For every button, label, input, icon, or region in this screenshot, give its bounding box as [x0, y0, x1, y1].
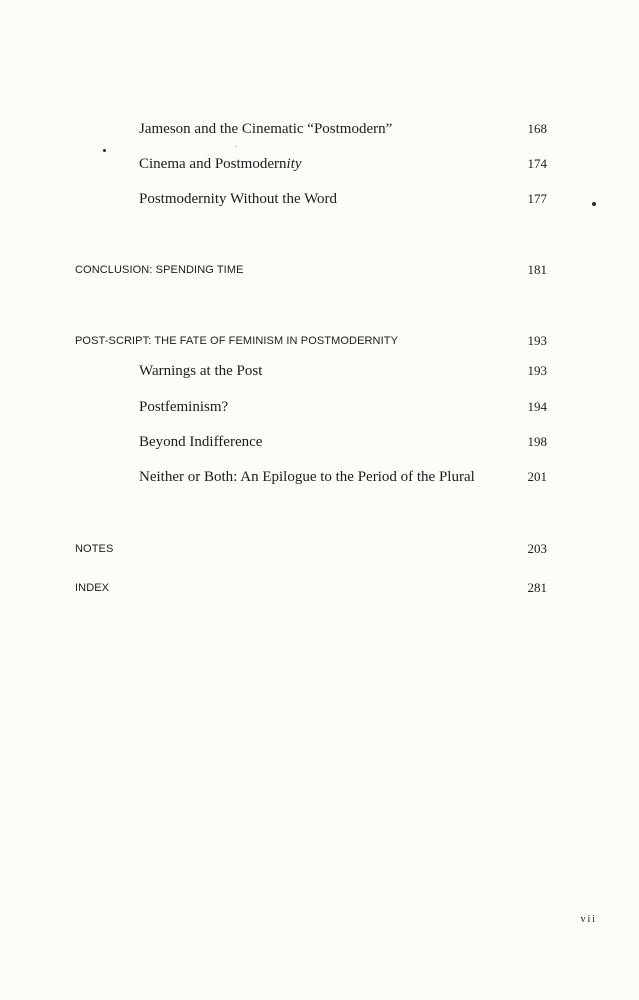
toc-entry-page: 281: [527, 580, 547, 595]
toc-entry-page: 193: [527, 333, 547, 348]
toc-entry: [0, 396, 639, 418]
toc-entry-page: 177: [527, 191, 547, 206]
toc-entry-page: 201: [527, 469, 547, 484]
toc-entry-page: 194: [527, 399, 547, 414]
toc-entry-page: 174: [527, 156, 547, 171]
page-folio: vii: [580, 914, 597, 925]
toc-entry-page: 198: [527, 434, 547, 449]
toc-entry: [0, 118, 639, 140]
toc-section-title: NOTES: [75, 543, 114, 555]
toc-entry-title: Cinema and Postmodernity: [139, 156, 302, 172]
toc-section-title: CONCLUSION: SPENDING TIME: [75, 264, 244, 276]
toc-entry-title: Jameson and the Cinematic “Postmodern”: [139, 121, 393, 137]
toc-section: [0, 330, 639, 352]
toc-entry-page: 168: [527, 121, 547, 136]
toc-entry: [0, 466, 639, 488]
toc-section-title: INDEX: [75, 582, 110, 594]
toc-entry-title: Neither or Both: An Epilogue to the Period of the Plural: [139, 469, 475, 485]
toc-section: [0, 259, 639, 281]
toc-section: [0, 577, 639, 599]
scan-speck: [236, 146, 237, 147]
toc-entry: [0, 153, 639, 175]
toc-section: [0, 538, 639, 560]
toc-section-title: POST-SCRIPT: THE FATE OF FEMINISM IN POSTMODERNITY: [75, 335, 399, 347]
scan-speck: [592, 202, 596, 206]
toc-entry-page: 181: [527, 262, 547, 277]
toc-entry-title: Postfeminism?: [139, 399, 229, 415]
toc-entry: [0, 188, 639, 210]
scan-speck: [103, 149, 106, 152]
toc-entry-title: Beyond Indifference: [139, 434, 263, 450]
toc-entry-page: 193: [527, 363, 547, 378]
toc-entry-title: Postmodernity Without the Word: [139, 191, 338, 207]
toc-entry: [0, 431, 639, 453]
toc-entry-page: 203: [527, 541, 547, 556]
toc-entry: [0, 360, 639, 382]
toc-entry-title: Warnings at the Post: [139, 363, 263, 379]
